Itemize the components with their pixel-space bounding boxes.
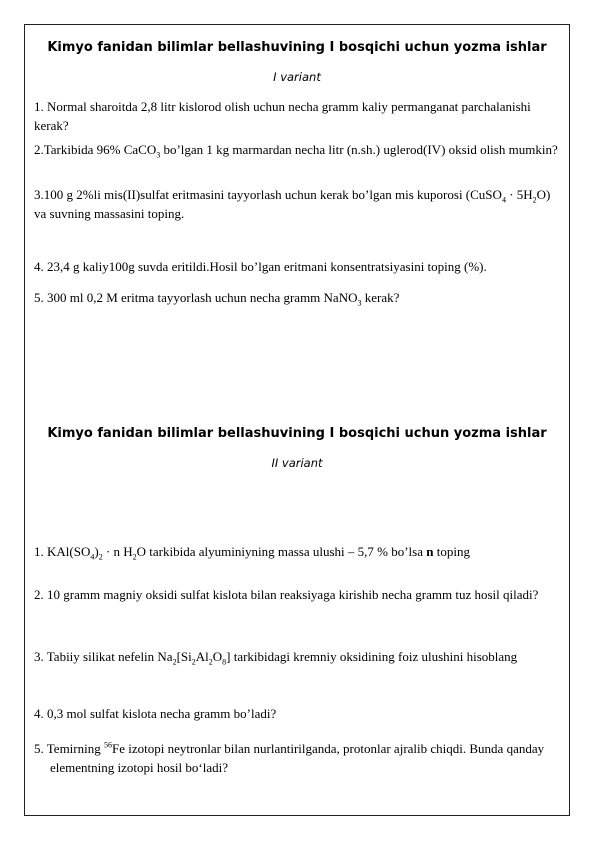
v2-question-1: 1. $KAl(SO_4)_2 \cdot n$ $H_2O$ tarkibida alyuminiyning massa ulushi – 5,7 % bo’lsa n toping [34,544,470,562]
v2-question-5: 5. Temirning $^{56}$Fe izotopi neytronlar bilan nurlantirilganda, protonlar ajralib chiqdi. Bunda qanday elementning izotopi hosil bo‘ladi? [34,740,545,775]
variant1-heading: Kimyo fanidan bilimlar bellashuvining I bosqichi uchun yozma ishlar [47,40,547,55]
v1-question-5: 5. 300 ml 0,2 M eritma tayyorlash uchun necha gramm NaNO$_3$ kerak? [34,290,400,308]
v2-question-2: 2. 10 gramm magniy oksidi sulfat kislota bilan reaksiyaga kirishib necha gramm tuz hosil qiladi? [34,587,539,602]
v1-question-4: 4. 23,4 g kaliy100g suvda eritildi.Hosil bo’lgan eritmani konsentratsiyasini toping (%). [34,259,487,274]
v1-question-1: 1. Normal sharoitda 2,8 litr kislorod olish uchun necha gramm kaliy permanganat parchalanishi kerak? [34,99,531,133]
v2-question-3: 3. Tabiiy silikat nefelin $Na_2[Si_2Al_2O_8]$ tarkibidagi kremniy oksidining foiz ulushini hisoblang [34,649,518,667]
variant1-label: I variant [273,70,321,84]
variant2-heading: Kimyo fanidan bilimlar bellashuvining I bosqichi uchun yozma ishlar [47,426,547,441]
v2-question-4: 4. 0,3 mol sulfat kislota necha gramm bo’ladi? [34,706,277,721]
v1-question-3: 3.100 g 2%li mis(II)sulfat eritmasini tayyorlash uchun kerak bo’lgan mis kuporosi (CuSO$_4$ · $5H_2O$) va suvning massasini toping. [34,187,551,221]
v1-question-2: 2.Tarkibida 96% CaCO$_3$ bo’lgan 1 kg marmardan necha litr (n.sh.) uglerod(IV) oksid olish mumkin? [34,142,558,160]
variant2-label: II variant [271,456,323,470]
